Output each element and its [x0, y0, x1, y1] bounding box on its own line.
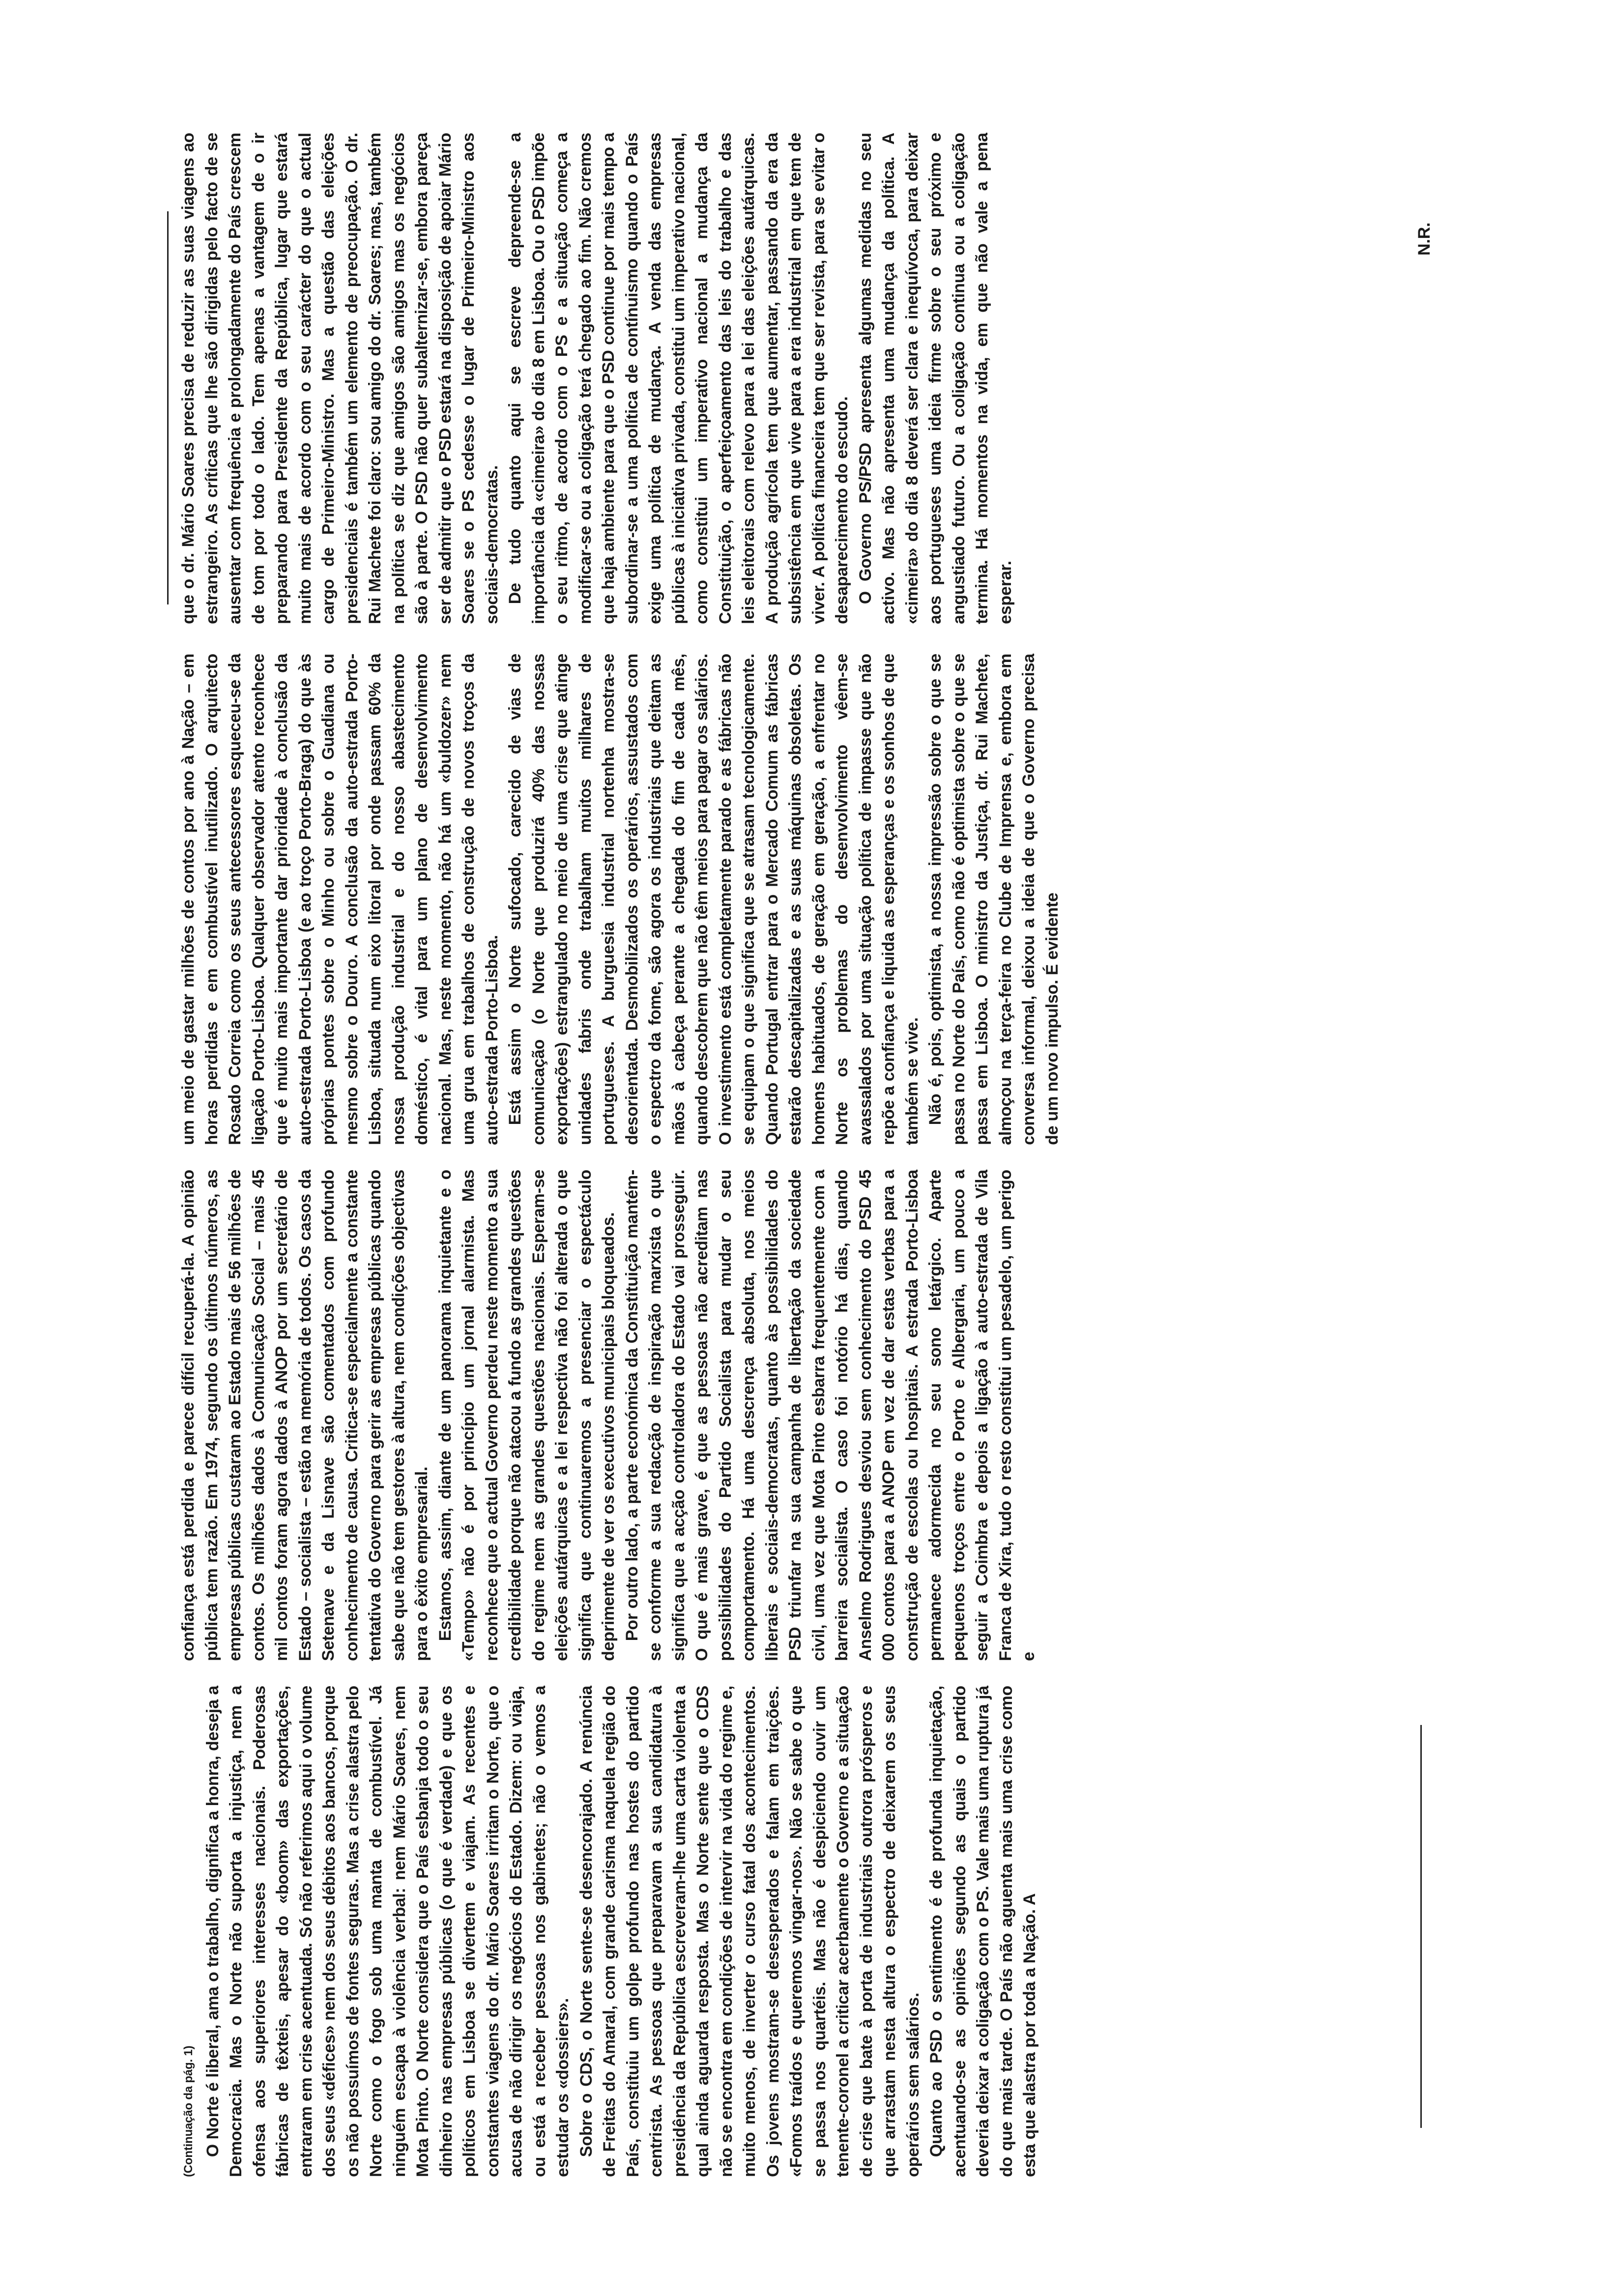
- paragraph: Está assim o Norte sufocado, carecido de vias de comunicação (o Norte que produzirá 40% das nossas exportações) estrangulado no meio de uma crise que atinge unidades fabris onde trabalham muitos milhares de portugueses. A burguesia industrial nortenha mostra-se desorientada. Desmobilizados os operários, assustados com o espectro da fome, são agora os industriais que deitam as mãos à cabeça perante a chegada do fim de cada mês, quando descobrem que não têm meios para pagar os salários. O investimento está completamente parado e as fábricas não se equipam o que significa que se atrasam tecnologicamente. Quando Portugal entrar para o Mercado Comum as fábricas estarão descapitalizadas e as suas máquinas obsoletas. Os homens habituados, de geração em geração, a enfrentar no Norte os problemas do desenvolvimento vêem-se avassalados por uma situação política de impasse que não repõe a confiança e liquida as esperanças e os sonhos de que também se vive.: [506, 654, 921, 1145]
- paragraph: Quanto ao PSD o sentimento é de profunda inquietação, acentuando-se as opiniões segundo as quais o partido deveria deixar a coligação com o PS. Vale mais uma ruptura já do que mais tarde. O País não aguenta mais uma crise como esta que alastra por toda a Nação. A: [927, 1686, 1039, 2177]
- paragraph: De tudo quanto aqui se escreve depreende-se a importância da «cimeira» do dia 8 em Lisboa. Ou o PSD impõe o seu ritmo, de acordo com o PS e a situação começa a modificar-se ou a coligação terá chegado ao fim. Não cremos que haja ambiente para que o PSD continue por mais tempo a subordinar-se a uma política de contínuismo quando o País exige uma política de mudança. A venda das empresas públicas à iniciativa privada, constitui um imperativo nacional, como constitui um imperativo nacional a mudança da Constituição, o aperfeiçoamento das leis do trabalho e das leis eleitorais com relevo para a lei das eleições autárquicas. A produção agrícola tem que aumentar, passando da era da subsistência em que vive para a era industrial em que tem de viver. A política financeira tem que ser revista, para se evitar o desaparecimento do escudo.: [506, 133, 851, 624]
- paragraph: Sobre o CDS, o Norte sente-se desencorajado. A renúncia de Freitas do Amaral, com grande carisma naquela região do País, constituiu um golpe profundo nas hostes do partido centrista. As pessoas que preparavam a sua candidatura à presidência da República escreveram-lhe uma carta violenta a qual ainda aguarda resposta. Mas o Norte sente que o CDS não se encontra em condições de intervir na vida do regime e, muito menos, de inverter o curso fatal dos acontecimentos. Os jovens mostram-se desesperados e falam em traições. «Fomos traídos e queremos vingar-nos». Não se sabe o que se passa nos quartéis. Mas não é despiciendo ouvir um tenente-coronel a criticar acerbamente o Governo e a situação de crise que bate à porta de industriais outrora prósperos e que arrastam nesta altura o espectro de deixarem os seus operários sem salários.: [576, 1686, 922, 2177]
- article-column-3: [177, 654, 1406, 1145]
- paragraph: O Norte é liberal, ama o trabalho, dignifica a honra, deseja a Democracia. Mas o Norte não suporta a injustiça, nem a ofensa aos superiores interesses nacionais. Poderosas fábricas de têxteis, apesar do «boom» das exportações, entraram em crise acentuada. Só não referimos aqui o volume dos seus «défices» nem dos seus débitos aos bancos, porque os não possuímos de fontes seguras. Mas a crise alastra pelo Norte como o fogo sob uma manta de combustível. Já ninguém escapa à violência verbal: nem Mário Soares, nem Mota Pinto. O Norte considera que o País esbanja todo o seu dinheiro nas empresas públicas (o que é verdade) e que os políticos em Lisboa se divertem e viajam. As recentes e constantes viagens do dr. Mário Soares irritam o Norte, que o acusa de não dirigir os negócios do Estado. Dizem: ou viaja, ou está a receber pessoas nos gabinetes; não o vemos a estudar os «dossiers».: [203, 1686, 572, 2177]
- paragraph: confiança está perdida e parece difícil recuperá-la. A opinião pública tem razão. Em 1974, segundo os últimos números, as empresas públicas custaram ao Estado mais de 56 milhões de contos. Os milhões dados à Comunicação Social – mais 45 mil contos foram agora dados à ANOP por um secretário de Estado – socialista – estão na memória de todos. Os casos da Setenave e da Lisnave são comentados com profundo conhecimento de causa. Critica-se especialmente a constante tentativa do Governo para gerir as empresas públicas quando sabe que não tem gestores à altura, nem condições objectivas para o êxito empresarial.: [179, 1170, 431, 1661]
- paragraph: que o dr. Mário Soares precisa de reduzir as suas viagens ao estrangeiro. As críticas que lhe são dirigidas pelo facto de se ausentar com frequência e prolongadamente do País crescem de tom por todo o lado. Tem apenas a vantagem de o ir preparando para Presidente da República, lugar que estará muito mais de acordo com o seu carácter do que o actual cargo de Primeiro-Ministro. Mas a questão das eleições presidenciais é também um elemento de preocupação. O dr. Rui Machete foi claro: sou amigo do dr. Soares; mas, também na política se diz que amigos são amigos mas os negócios são à parte. O PSD não quer subalternizar-se, embora pareça ser de admitir que o PSD estará na disposição de apoiar Mário Soares se o PS cedesse o lugar de Primeiro-Ministro aos sociais-democratas.: [179, 133, 501, 624]
- top-rule: [167, 211, 169, 604]
- newspaper-page: [177, 118, 1434, 2177]
- bottom-rule: [1420, 1725, 1422, 2128]
- article-column-1: [177, 1686, 1406, 2177]
- article-column-2: [177, 1170, 1406, 1661]
- paragraph: Por outro lado, a parte económica da Constituição mantém-se conforme a sua redacção de inspiração marxista o que significa que a acção controladora do Estado vai prosseguir. O que é mais grave, é que as pessoas não acreditam nas possibilidades do Partido Socialista para mudar o seu comportamento. Há uma descrença absoluta, nos meios liberais e sociais-democratas, quanto às possibilidades do PSD triunfar na sua campanha de libertação da sociedade civil, uma vez que Mota Pinto esbarra frequentemente com a barreira socialista. O caso foi notório há dias, quando Anselmo Rodrigues desviou sem conhecimento do PSD 45 000 contos para a ANOP em vez de dar estas verbas para a construção de escolas ou hospitais. A estrada Porto-Lisboa permanece adormecida no seu sono letárgico. Aparte pequenos troços entre o Porto e Albergaria, um pouco a seguir a Coimbra e depois a ligação à auto-estrada de Vila Franca de Xira, tudo o resto constitui um pesadelo, um perigo e: [622, 1170, 1038, 1661]
- paragraph: O Governo PS/PSD apresenta algumas medidas no seu activo. Mas não apresenta uma mudança da política. A «cimeira» do dia 8 deverá ser clara e inequívoca, para deixar aos portugueses uma ideia firme sobre o seu próximo e angustiado futuro. Ou a coligação continua ou a coligação termina. Há momentos na vida, em que não vale a pena esperar.: [856, 133, 1015, 624]
- paragraph: Não é, pois, optimista, a nossa impressão sobre o que se passa no Norte do País, como não é optimista sobre o que se passa em Lisboa. O ministro da Justiça, dr. Rui Machete, almoçou na terça-feira no Clube de Imprensa e, embora em conversa informal, deixou a ideia de que o Governo precisa de um novo impulso. É evidente: [926, 654, 1062, 1145]
- continuation-note: (Continuação da pág. 1): [182, 2045, 195, 2177]
- paragraph: um meio de gastar milhões de contos por ano à Nação – em horas perdidas e em combustível inutilizado. O arquitecto Rosado Correia como os seus antecessores esqueceu-se da ligação Porto-Lisboa. Qualquer observador atento reconhece que é muito mais importante dar prioridade à conclusão da auto-estrada Porto-Lisboa (e ao troço Porto-Braga) do que às próprias pontes sobre o Minho ou sobre o Guadiana ou mesmo sobre o Douro. A conclusão da auto-estrada Porto-Lisboa, situada num eixo litoral por onde passam 60% da nossa produção industrial e do nosso abastecimento doméstico, é vital para um plano de desenvolvimento nacional. Mas, neste momento, não há um «buldozer» nem uma grua em trabalhos de construção de novos troços da auto-estrada Porto-Lisboa.: [179, 654, 501, 1145]
- editor-signoff: N.R.: [1415, 222, 1434, 256]
- article-column-4: [177, 133, 1406, 624]
- paragraph: Estamos, assim, diante de um panorama inquietante e o «Tempo» não é por princípio um jornal alarmista. Mas reconhece que o actual Governo perdeu neste momento a sua credibilidade porque não atacou a fundo as grandes questões do regime nem as grandes questões nacionais. Esperam-se eleições autárquicas e a lei respectiva não foi alterada o que significa que continuaremos a presenciar o espectáculo deprimente de ver os executivos municipais bloqueados.: [435, 1170, 618, 1661]
